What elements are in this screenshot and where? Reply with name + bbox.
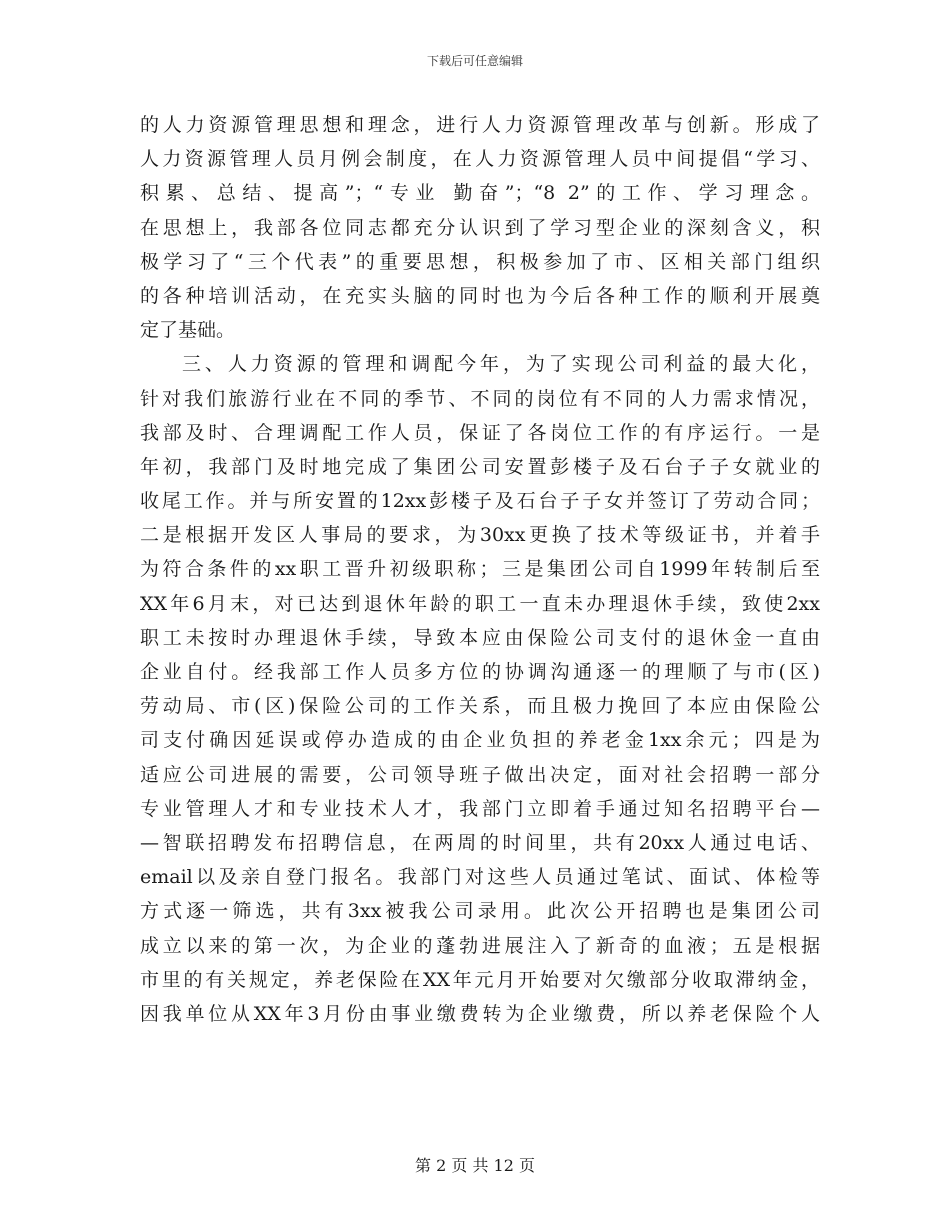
text-line: XX年6月末，对已达到退休年龄的职工一直未办理退休手续，致使2xx [140, 592, 820, 615]
text-line: 的各种培训活动，在充实头脑的同时也为今后各种工作的顺利开展奠 [140, 284, 820, 307]
text-line: 的人力资源管理思想和理念，进行人力资源管理改革与创新。形成了 [140, 114, 820, 136]
text-line: —智联招聘发布招聘信息，在两周的时间里，共有20xx人通过电话、 [140, 831, 820, 854]
text-line: 二是根据开发区人事局的要求，为30xx更换了技术等级证书，并着手 [140, 524, 820, 547]
text-line: 劳动局、市(区)保险公司的工作关系，而且极力挽回了本应由保险公 [140, 695, 820, 718]
text-line: 成立以来的第一次，为企业的蓬勃进展注入了新奇的血液；五是根据 [140, 934, 820, 957]
text-line: 企业自付。经我部工作人员多方位的协调沟通逐一的理顺了与市(区) [140, 661, 820, 683]
page-header-note: 下载后可任意编辑 [426, 54, 523, 68]
text-line: 年初，我部门及时地完成了集团公司安置彭楼子及石台子子女就业的 [140, 455, 820, 478]
document-body [140, 108, 820, 1031]
text-line: 在思想上，我部各位同志都充分认识到了学习型企业的深刻含义，积 [140, 216, 820, 239]
text-line: 收尾工作。并与所安置的12xx彭楼子及石台子子女并签订了劳动合同； [140, 490, 820, 513]
text-line: 司支付确因延误或停办造成的由企业负担的养老金1xx余元；四是为 [140, 729, 820, 752]
text-line: 为符合条件的xx职工晋升初级职称；三是集团公司自1999年转制后至 [140, 558, 820, 581]
text-line: 我部及时、合理调配工作人员，保证了各岗位工作的有序运行。一是 [140, 421, 820, 444]
text-line: 针对我们旅游行业在不同的季节、不同的岗位有不同的人力需求情况， [140, 387, 820, 410]
text-line: email以及亲自登门报名。我部门对这些人员通过笔试、面试、体检等 [140, 866, 820, 889]
text-line: 因我单位从XX年3月份由事业缴费转为企业缴费，所以养老保险个人 [140, 1002, 820, 1025]
page-number: 第 2 页 共 12 页 [415, 1156, 535, 1175]
text-line: 市里的有关规定，养老保险在XX年元月开始要对欠缴部分收取滞纳金， [140, 968, 820, 991]
text-line: 适应公司进展的需要，公司领导班子做出决定，面对社会招聘一部分 [140, 763, 820, 786]
text-line: 职工未按时办理退休手续，导致本应由保险公司支付的退休金一直由 [140, 626, 820, 649]
section-three-first-line: 三、人力资源的管理和调配今年，为了实现公司利益的最大化， [182, 353, 820, 376]
text-line: 积累、总结、提高”；“专业 勤奋”；“8 2”的工作、学习理念。 [140, 182, 820, 205]
text-line: 专业管理人才和专业技术人才，我部门立即着手通过知名招聘平台— [140, 797, 820, 820]
text-line: 人力资源管理人员月例会制度，在人力资源管理人员中间提倡“学习、 [140, 148, 820, 171]
text-line: 定了基础。 [140, 319, 236, 342]
text-line: 方式逐一筛选，共有3xx被我公司录用。此次公开招聘也是集团公司 [140, 900, 820, 923]
text-line: 极学习了“三个代表”的重要思想，积极参加了市、区相关部门组织 [140, 250, 820, 273]
